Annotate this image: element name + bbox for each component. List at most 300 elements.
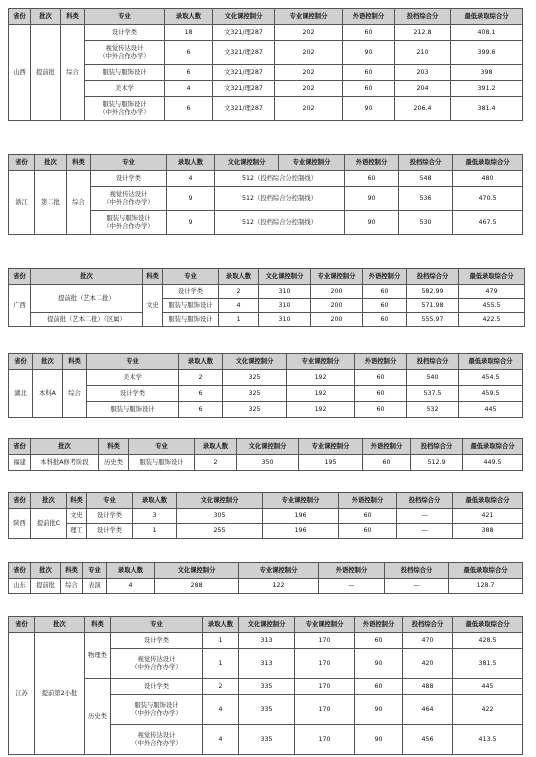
filing-score-cell: 571.98 [407, 299, 459, 313]
batch-cell: 第二批 [35, 171, 67, 235]
col-header-filing-score: 投档综合分 [397, 493, 453, 509]
table-row [9, 81, 523, 97]
col-header-batch: 批次 [31, 563, 61, 579]
count-cell: 4 [203, 695, 239, 725]
col-header-language-score: 外语控制分 [343, 9, 395, 25]
culture-score-cell: 288 [155, 579, 239, 594]
col-header-language-score: 外语控制分 [339, 493, 397, 509]
table-row [9, 579, 523, 594]
count-cell: 6 [165, 41, 213, 65]
table-row [9, 633, 523, 649]
table-row [9, 171, 523, 187]
major-cell: 设计学类 [163, 285, 219, 299]
professional-score-cell: 192 [287, 370, 355, 386]
min-score-cell: 445 [453, 679, 523, 695]
table-row [9, 386, 523, 402]
culture-score-cell: 文321/理287 [213, 81, 275, 97]
culture-score-cell: 文321/理287 [213, 41, 275, 65]
professional-score-cell: 202 [275, 25, 343, 41]
batch-cell: 本科批A修考阶段 [31, 455, 99, 471]
col-header-culture-score: 文化课控制分 [155, 563, 239, 579]
col-header-batch: 批次 [31, 439, 99, 455]
col-header-province: 省份 [9, 439, 31, 455]
language-score-cell: 60 [363, 285, 407, 299]
filing-score-cell: 206.4 [395, 97, 451, 121]
table-row [9, 285, 525, 299]
major-line-1: 服装与服饰设计 （中外合作办学） [103, 214, 154, 230]
batch-cell: 本科A [33, 370, 63, 418]
header-row [9, 439, 523, 455]
category-cell: 综合 [67, 171, 91, 235]
col-header-filing-score: 投档综合分 [399, 155, 453, 171]
major-cell: 美术学 [85, 81, 165, 97]
major-cell: 设计学类 [111, 679, 203, 695]
col-header-major: 专业 [83, 563, 107, 579]
col-header-culture-score: 文化课控制分 [177, 493, 263, 509]
col-header-language-score: 外语控制分 [363, 439, 411, 455]
col-header-batch: 批次 [31, 269, 143, 285]
col-header-category: 科类 [99, 439, 129, 455]
province-cell: 山东 [9, 579, 31, 594]
col-header-province: 省份 [9, 563, 31, 579]
culture-score-cell: 313 [239, 649, 295, 679]
major-cell: 设计学类 [87, 509, 133, 524]
professional-score-cell: 192 [287, 386, 355, 402]
count-cell: 4 [203, 725, 239, 755]
category-cell: 历史类 [85, 679, 111, 755]
count-cell: 9 [167, 211, 215, 235]
filing-score-cell: — [385, 579, 449, 594]
filing-score-cell: 530 [399, 211, 453, 235]
col-header-category: 科类 [143, 269, 163, 285]
professional-score-cell: 202 [275, 97, 343, 121]
col-header-professional-score: 专业课控制分 [279, 155, 345, 171]
filing-score-cell: 212.8 [395, 25, 451, 41]
col-header-min-score: 最低录取综合分 [453, 493, 523, 509]
culture-score-cell: 310 [259, 313, 311, 327]
language-score-cell: 60 [339, 524, 397, 539]
col-header-province: 省份 [9, 269, 31, 285]
table-shaanxi [8, 492, 523, 539]
province-cell: 山西 [9, 25, 31, 121]
col-header-major: 专业 [85, 9, 165, 25]
table-row [9, 370, 523, 386]
language-score-cell: 90 [343, 97, 395, 121]
col-header-count: 录取人数 [203, 617, 239, 633]
table-row [9, 313, 525, 327]
col-header-batch: 批次 [33, 354, 63, 370]
culture-score-cell: 313 [239, 633, 295, 649]
table-row [9, 97, 523, 121]
count-cell: 2 [179, 370, 223, 386]
filing-score-cell: 532 [407, 402, 459, 418]
table-row [9, 65, 523, 81]
language-score-cell: 90 [343, 41, 395, 65]
professional-score-cell: 200 [311, 299, 363, 313]
count-cell: 6 [165, 65, 213, 81]
table-shandong [8, 562, 523, 594]
col-header-language-score: 外语控制分 [355, 617, 403, 633]
major-line-1: 视觉传达设计 （中外合作办学） [99, 44, 150, 60]
major-cell: 服装与服饰设计 [87, 402, 179, 418]
table-hubei [8, 353, 523, 418]
category-cell: 理工 [67, 524, 87, 539]
table-shanxi [8, 8, 523, 121]
culture-score-cell: 255 [177, 524, 263, 539]
col-header-category: 科类 [67, 155, 91, 171]
language-score-cell: 90 [345, 211, 399, 235]
filing-score-cell: 540 [407, 370, 459, 386]
count-cell: 2 [219, 285, 259, 299]
col-header-province: 省份 [9, 354, 33, 370]
min-score-cell: 398 [451, 65, 523, 81]
col-header-min-score: 最低录取综合分 [453, 617, 523, 633]
language-score-cell: 90 [355, 649, 403, 679]
filing-score-cell: 512.9 [411, 455, 463, 471]
col-header-province: 省份 [9, 493, 31, 509]
professional-score-cell: 202 [275, 65, 343, 81]
table-row [9, 524, 523, 539]
language-score-cell: 60 [343, 81, 395, 97]
professional-score-cell: 170 [295, 695, 355, 725]
filing-score-cell: 456 [403, 725, 453, 755]
language-score-cell: 60 [339, 509, 397, 524]
table-row [9, 41, 523, 65]
col-header-filing-score: 投档综合分 [407, 354, 459, 370]
count-cell: 3 [133, 509, 177, 524]
category-cell: 文史 [67, 509, 87, 524]
category-cell: 物理类 [85, 633, 111, 679]
province-cell: 江苏 [9, 633, 35, 755]
col-header-filing-score: 投档综合分 [395, 9, 451, 25]
major-cell: 服装与服饰设计 [163, 299, 219, 313]
col-header-category: 科类 [63, 354, 87, 370]
control-line-cell: 512（投档综合分控制线） [215, 211, 345, 235]
col-header-filing-score: 投档综合分 [411, 439, 463, 455]
header-row [9, 155, 523, 171]
min-score-cell: 381.4 [451, 97, 523, 121]
filing-score-cell: 203 [395, 65, 451, 81]
major-line-1: 服装与服饰设计 （中外合作办学） [99, 100, 150, 116]
major-cell: 美术学 [87, 370, 179, 386]
language-score-cell: 60 [363, 313, 407, 327]
professional-score-cell: 202 [275, 81, 343, 97]
major-line-1: 视觉传达设计 （中外合作办学） [103, 190, 154, 206]
category-cell: 综合 [61, 25, 85, 121]
batch-cell: 提前第2小批 [35, 633, 85, 755]
filing-score-cell: 420 [403, 649, 453, 679]
count-cell: 1 [203, 633, 239, 649]
major-line-1: 视觉传达设计 （中外合作办学） [131, 655, 182, 671]
language-score-cell: 60 [345, 171, 399, 187]
min-score-cell: 470.5 [453, 187, 523, 211]
major-cell: 设计学类 [91, 171, 167, 187]
major-cell: 设计学类 [111, 633, 203, 649]
col-header-category: 科类 [85, 617, 111, 633]
major-cell [91, 211, 167, 235]
batch-cell: 提前批 [31, 579, 61, 594]
min-score-cell: 449.5 [463, 455, 523, 471]
language-score-cell: 60 [355, 370, 407, 386]
col-header-province: 省份 [9, 9, 31, 25]
language-score-cell: 60 [355, 633, 403, 649]
col-header-count: 录取人数 [133, 493, 177, 509]
col-header-major: 专业 [91, 155, 167, 171]
major-line-1: 视觉传达设计 （中外合作办学） [131, 731, 182, 747]
count-cell: 2 [203, 679, 239, 695]
count-cell: 18 [165, 25, 213, 41]
min-score-cell: 455.5 [459, 299, 525, 313]
table-jiangsu [8, 616, 523, 755]
table-row [9, 679, 523, 695]
batch-cell: 提前批（艺本二批） [31, 285, 143, 313]
col-header-major: 专业 [87, 493, 133, 509]
min-score-cell: 467.5 [453, 211, 523, 235]
major-cell [85, 97, 165, 121]
language-score-cell: 90 [355, 695, 403, 725]
count-cell: 1 [133, 524, 177, 539]
major-cell [111, 725, 203, 755]
language-score-cell: 60 [363, 299, 407, 313]
count-cell: 2 [195, 455, 237, 471]
batch-cell: 提前批 [31, 25, 61, 121]
min-score-cell: 391.2 [451, 81, 523, 97]
professional-score-cell: 202 [275, 41, 343, 65]
language-score-cell: 60 [343, 65, 395, 81]
culture-score-cell: 325 [223, 386, 287, 402]
col-header-culture-score: 文化课控制分 [237, 439, 299, 455]
col-header-category: 科类 [61, 9, 85, 25]
table-row [9, 455, 523, 471]
major-cell: 设计学类 [87, 524, 133, 539]
col-header-province: 省份 [9, 155, 35, 171]
header-row [9, 354, 523, 370]
col-header-count: 录取人数 [167, 155, 215, 171]
professional-score-cell: 122 [239, 579, 319, 594]
min-score-cell: 459.5 [459, 386, 523, 402]
col-header-count: 录取人数 [107, 563, 155, 579]
min-score-cell: 445 [459, 402, 523, 418]
major-cell: 服装与服饰设计 [163, 313, 219, 327]
count-cell: 1 [219, 313, 259, 327]
col-header-count: 录取人数 [219, 269, 259, 285]
professional-score-cell: 192 [287, 402, 355, 418]
category-cell: 历史类 [99, 455, 129, 471]
professional-score-cell: 170 [295, 633, 355, 649]
header-row [9, 563, 523, 579]
major-cell: 服装与服饰设计 [129, 455, 195, 471]
header-row [9, 9, 523, 25]
table-fujian [8, 438, 523, 471]
col-header-professional-score: 专业课控制分 [263, 493, 339, 509]
control-line-cell: 512（投档综合分控制线） [215, 187, 345, 211]
major-cell: 服装与服饰设计 [85, 65, 165, 81]
min-score-cell: 422.5 [459, 313, 525, 327]
batch-cell: 提前批C [31, 509, 67, 539]
table-zhejiang [8, 154, 523, 235]
col-header-province: 省份 [9, 617, 35, 633]
language-score-cell: 90 [345, 187, 399, 211]
col-header-min-score: 最低录取综合分 [459, 269, 525, 285]
col-header-count: 录取人数 [165, 9, 213, 25]
filing-score-cell: 555.97 [407, 313, 459, 327]
filing-score-cell: 464 [403, 695, 453, 725]
col-header-min-score: 最低录取综合分 [453, 155, 523, 171]
category-cell: 文史 [143, 285, 163, 327]
col-header-batch: 批次 [31, 9, 61, 25]
col-header-culture-score: 文化课控制分 [259, 269, 311, 285]
professional-score-cell: 170 [295, 725, 355, 755]
language-score-cell: 60 [363, 455, 411, 471]
language-score-cell: 60 [355, 386, 407, 402]
table-row [9, 402, 523, 418]
col-header-professional-score: 专业课控制分 [295, 617, 355, 633]
count-cell: 4 [165, 81, 213, 97]
professional-score-cell: 200 [311, 285, 363, 299]
count-cell: 6 [165, 97, 213, 121]
col-header-language-score: 外语控制分 [319, 563, 385, 579]
count-cell: 4 [219, 299, 259, 313]
professional-score-cell: 196 [263, 509, 339, 524]
min-score-cell: 480 [453, 171, 523, 187]
col-header-language-score: 外语控制分 [363, 269, 407, 285]
culture-score-cell: 335 [239, 725, 295, 755]
major-line-1: 服装与服饰设计 （中外合作办学） [131, 701, 182, 717]
col-header-category: 科类 [67, 493, 87, 509]
col-header-language-score: 外语控制分 [355, 354, 407, 370]
major-cell: 设计学类 [85, 25, 165, 41]
header-row [9, 617, 523, 633]
col-header-filing-score: 投档综合分 [385, 563, 449, 579]
filing-score-cell: 210 [395, 41, 451, 65]
filing-score-cell: 537.5 [407, 386, 459, 402]
category-cell: 综合 [61, 579, 83, 594]
col-header-culture-score: 文化课控制分 [213, 9, 275, 25]
province-cell: 湖北 [9, 370, 33, 418]
min-score-cell: 428.5 [453, 633, 523, 649]
col-header-category: 科类 [61, 563, 83, 579]
table-row [9, 25, 523, 41]
col-header-count: 录取人数 [195, 439, 237, 455]
major-cell: 设计学类 [87, 386, 179, 402]
culture-score-cell: 325 [223, 402, 287, 418]
culture-score-cell: 335 [239, 679, 295, 695]
culture-score-cell: 350 [237, 455, 299, 471]
major-cell [85, 41, 165, 65]
filing-score-cell: 548 [399, 171, 453, 187]
count-cell: 1 [203, 649, 239, 679]
col-header-batch: 批次 [31, 493, 67, 509]
culture-score-cell: 310 [259, 285, 311, 299]
professional-score-cell: 196 [263, 524, 339, 539]
major-cell [91, 187, 167, 211]
min-score-cell: 408.1 [451, 25, 523, 41]
culture-score-cell: 文321/理287 [213, 25, 275, 41]
professional-score-cell: 200 [311, 313, 363, 327]
min-score-cell: 422 [453, 695, 523, 725]
col-header-culture-score: 文化课控制分 [239, 617, 295, 633]
count-cell: 9 [167, 187, 215, 211]
culture-score-cell: 335 [239, 695, 295, 725]
professional-score-cell: 195 [299, 455, 363, 471]
culture-score-cell: 310 [259, 299, 311, 313]
col-header-culture-score: 文化课控制分 [223, 354, 287, 370]
count-cell: 4 [167, 171, 215, 187]
count-cell: 6 [179, 402, 223, 418]
professional-score-cell: 170 [295, 649, 355, 679]
col-header-language-score: 外语控制分 [345, 155, 399, 171]
language-score-cell: 90 [355, 725, 403, 755]
col-header-batch: 批次 [35, 155, 67, 171]
col-header-professional-score: 专业课控制分 [287, 354, 355, 370]
language-score-cell: 60 [355, 679, 403, 695]
col-header-major: 专业 [111, 617, 203, 633]
header-row [9, 269, 525, 285]
header-row [9, 493, 523, 509]
count-cell: 4 [107, 579, 155, 594]
province-cell: 福建 [9, 455, 31, 471]
col-header-major: 专业 [87, 354, 179, 370]
culture-score-cell: 文321/理287 [213, 97, 275, 121]
filing-score-cell: 204 [395, 81, 451, 97]
table-row [9, 509, 523, 524]
col-header-min-score: 最低录取综合分 [463, 439, 523, 455]
min-score-cell: 421 [453, 509, 523, 524]
filing-score-cell: 536 [399, 187, 453, 211]
major-cell [111, 649, 203, 679]
table-guangxi [8, 268, 525, 327]
min-score-cell: 381.5 [453, 649, 523, 679]
min-score-cell: 479 [459, 285, 525, 299]
col-header-min-score: 最低录取综合分 [459, 354, 523, 370]
province-cell: 浙江 [9, 171, 35, 235]
col-header-professional-score: 专业课控制分 [311, 269, 363, 285]
filing-score-cell: — [397, 524, 453, 539]
language-score-cell: — [319, 579, 385, 594]
batch-cell: 提前批（艺本二批）（区属） [31, 313, 143, 327]
language-score-cell: 60 [343, 25, 395, 41]
major-cell: 表演 [83, 579, 107, 594]
col-header-min-score: 最低录取综合分 [449, 563, 523, 579]
filing-score-cell: 470 [403, 633, 453, 649]
count-cell: 6 [179, 386, 223, 402]
culture-score-cell: 文321/理287 [213, 65, 275, 81]
col-header-major: 专业 [163, 269, 219, 285]
language-score-cell: 60 [355, 402, 407, 418]
col-header-filing-score: 投档综合分 [403, 617, 453, 633]
col-header-professional-score: 专业课控制分 [275, 9, 343, 25]
province-cell: 陕西 [9, 509, 31, 539]
min-score-cell: 128.7 [449, 579, 523, 594]
col-header-filing-score: 投档综合分 [407, 269, 459, 285]
col-header-batch: 批次 [35, 617, 85, 633]
province-cell: 广西 [9, 285, 31, 327]
min-score-cell: 454.5 [459, 370, 523, 386]
min-score-cell: 388 [453, 524, 523, 539]
min-score-cell: 399.6 [451, 41, 523, 65]
col-header-count: 录取人数 [179, 354, 223, 370]
min-score-cell: 413.5 [453, 725, 523, 755]
culture-score-cell: 325 [223, 370, 287, 386]
filing-score-cell: 582.99 [407, 285, 459, 299]
major-cell [111, 695, 203, 725]
col-header-professional-score: 专业课控制分 [299, 439, 363, 455]
col-header-culture-score: 文化课控制分 [215, 155, 279, 171]
control-line-cell: 512（投档综合分控制线） [215, 171, 345, 187]
col-header-major: 专业 [129, 439, 195, 455]
culture-score-cell: 305 [177, 509, 263, 524]
filing-score-cell: 488 [403, 679, 453, 695]
